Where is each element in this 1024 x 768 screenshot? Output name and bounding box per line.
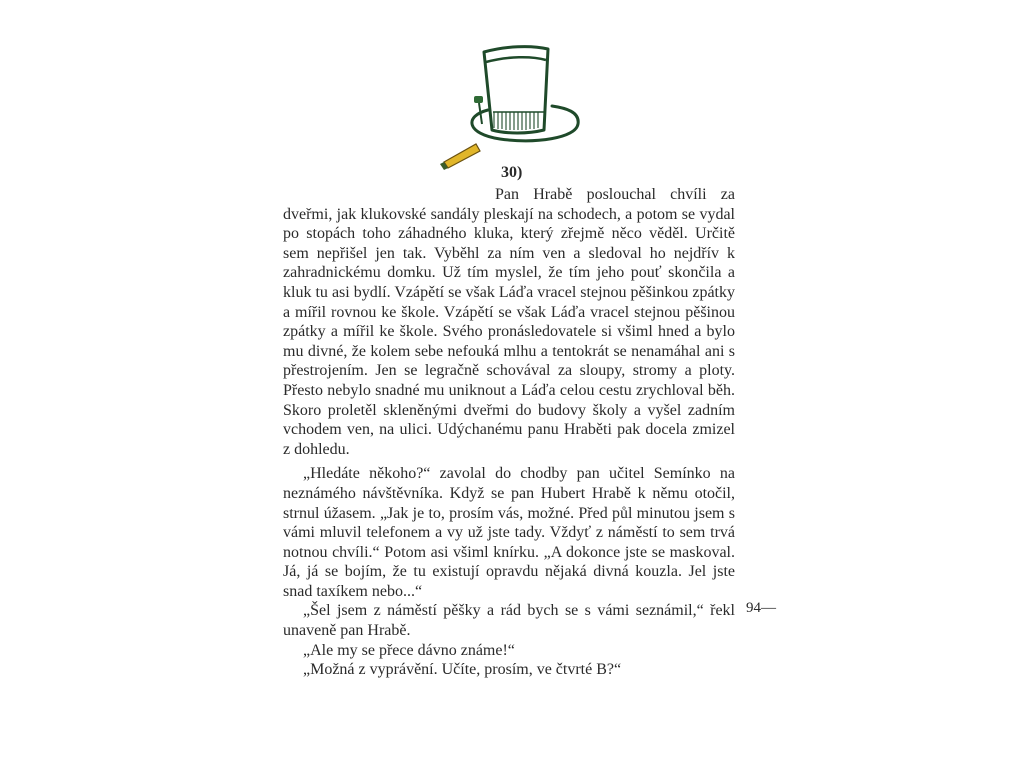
paragraph: „Hledáte někoho?“ zavolal do chodby pan učitel Semínko na neznámého návštěvníka. Když se pan Hubert Hrabě k němu otočil, strnul úžasem. „Jak je to, prosím vás, možné. Před půl minutou jsem s vámi mluvil telefonem a vy už jste tady. Vždyť z náměstí to sem trvá notnou chvíli.“ Potom asi všiml knírku. „A dokonce jste se maskoval. Já, já se bojím, že tu existují opravdu nějaká divná kouzla. Jel jste snad taxíkem nebo...“ — [283, 465, 735, 600]
paragraph: „Ale my se přece dávno známe!“ — [303, 641, 515, 659]
paragraph: „Možná z vyprávění. Učíte, prosím, ve čtvrté B?“ — [303, 661, 622, 679]
chapter-number: 30) — [501, 164, 523, 181]
story-text — [283, 185, 735, 680]
page-number: 94— — [746, 600, 776, 616]
paragraph: „Šel jsem z náměstí pěšky a rád bych se s vámi seznámil,“ řekl unaveně pan Hrabě. — [283, 602, 735, 640]
top-hat-illustration-icon — [436, 40, 596, 170]
paragraph: Pan Hrabě poslouchal chvíli za dveřmi, jak klukovské sandály pleskají na schodech, a potom se vydal po stopách toho záhadného kluka, který zřejmě něco věděl. Určitě sem nepřišel jen tak. Vyběhl za ním ven a sledoval ho nejdřív k zahradnickému domku. Už tím myslel, že tím jeho pouť skončila a kluk tu asi bydlí. Vzápětí se však Láďa vracel stejnou pěšinkou zpátky a mířil rovnou ke škole. Vzápětí se však Láďa vracel stejnou pěšinou zpátky a mířil ke škole. Svého pronásledovatele si všiml hned a bylo mu divné, že kolem sebe nefouká mlhu a tentokrát se nenamáhal ani s přestrojením. Jen se legračně schovával za sloupy, stromy a ploty. Přesto nebylo snadné mu uniknout a Láďa celou cestu zrychloval běh. Skoro proletěl skleněnými dveřmi do budovy školy a vyšel zadním vchodem ven, na ulici. Udýchanému panu Hraběti pak docela zmizel z dohledu. — [283, 186, 735, 458]
